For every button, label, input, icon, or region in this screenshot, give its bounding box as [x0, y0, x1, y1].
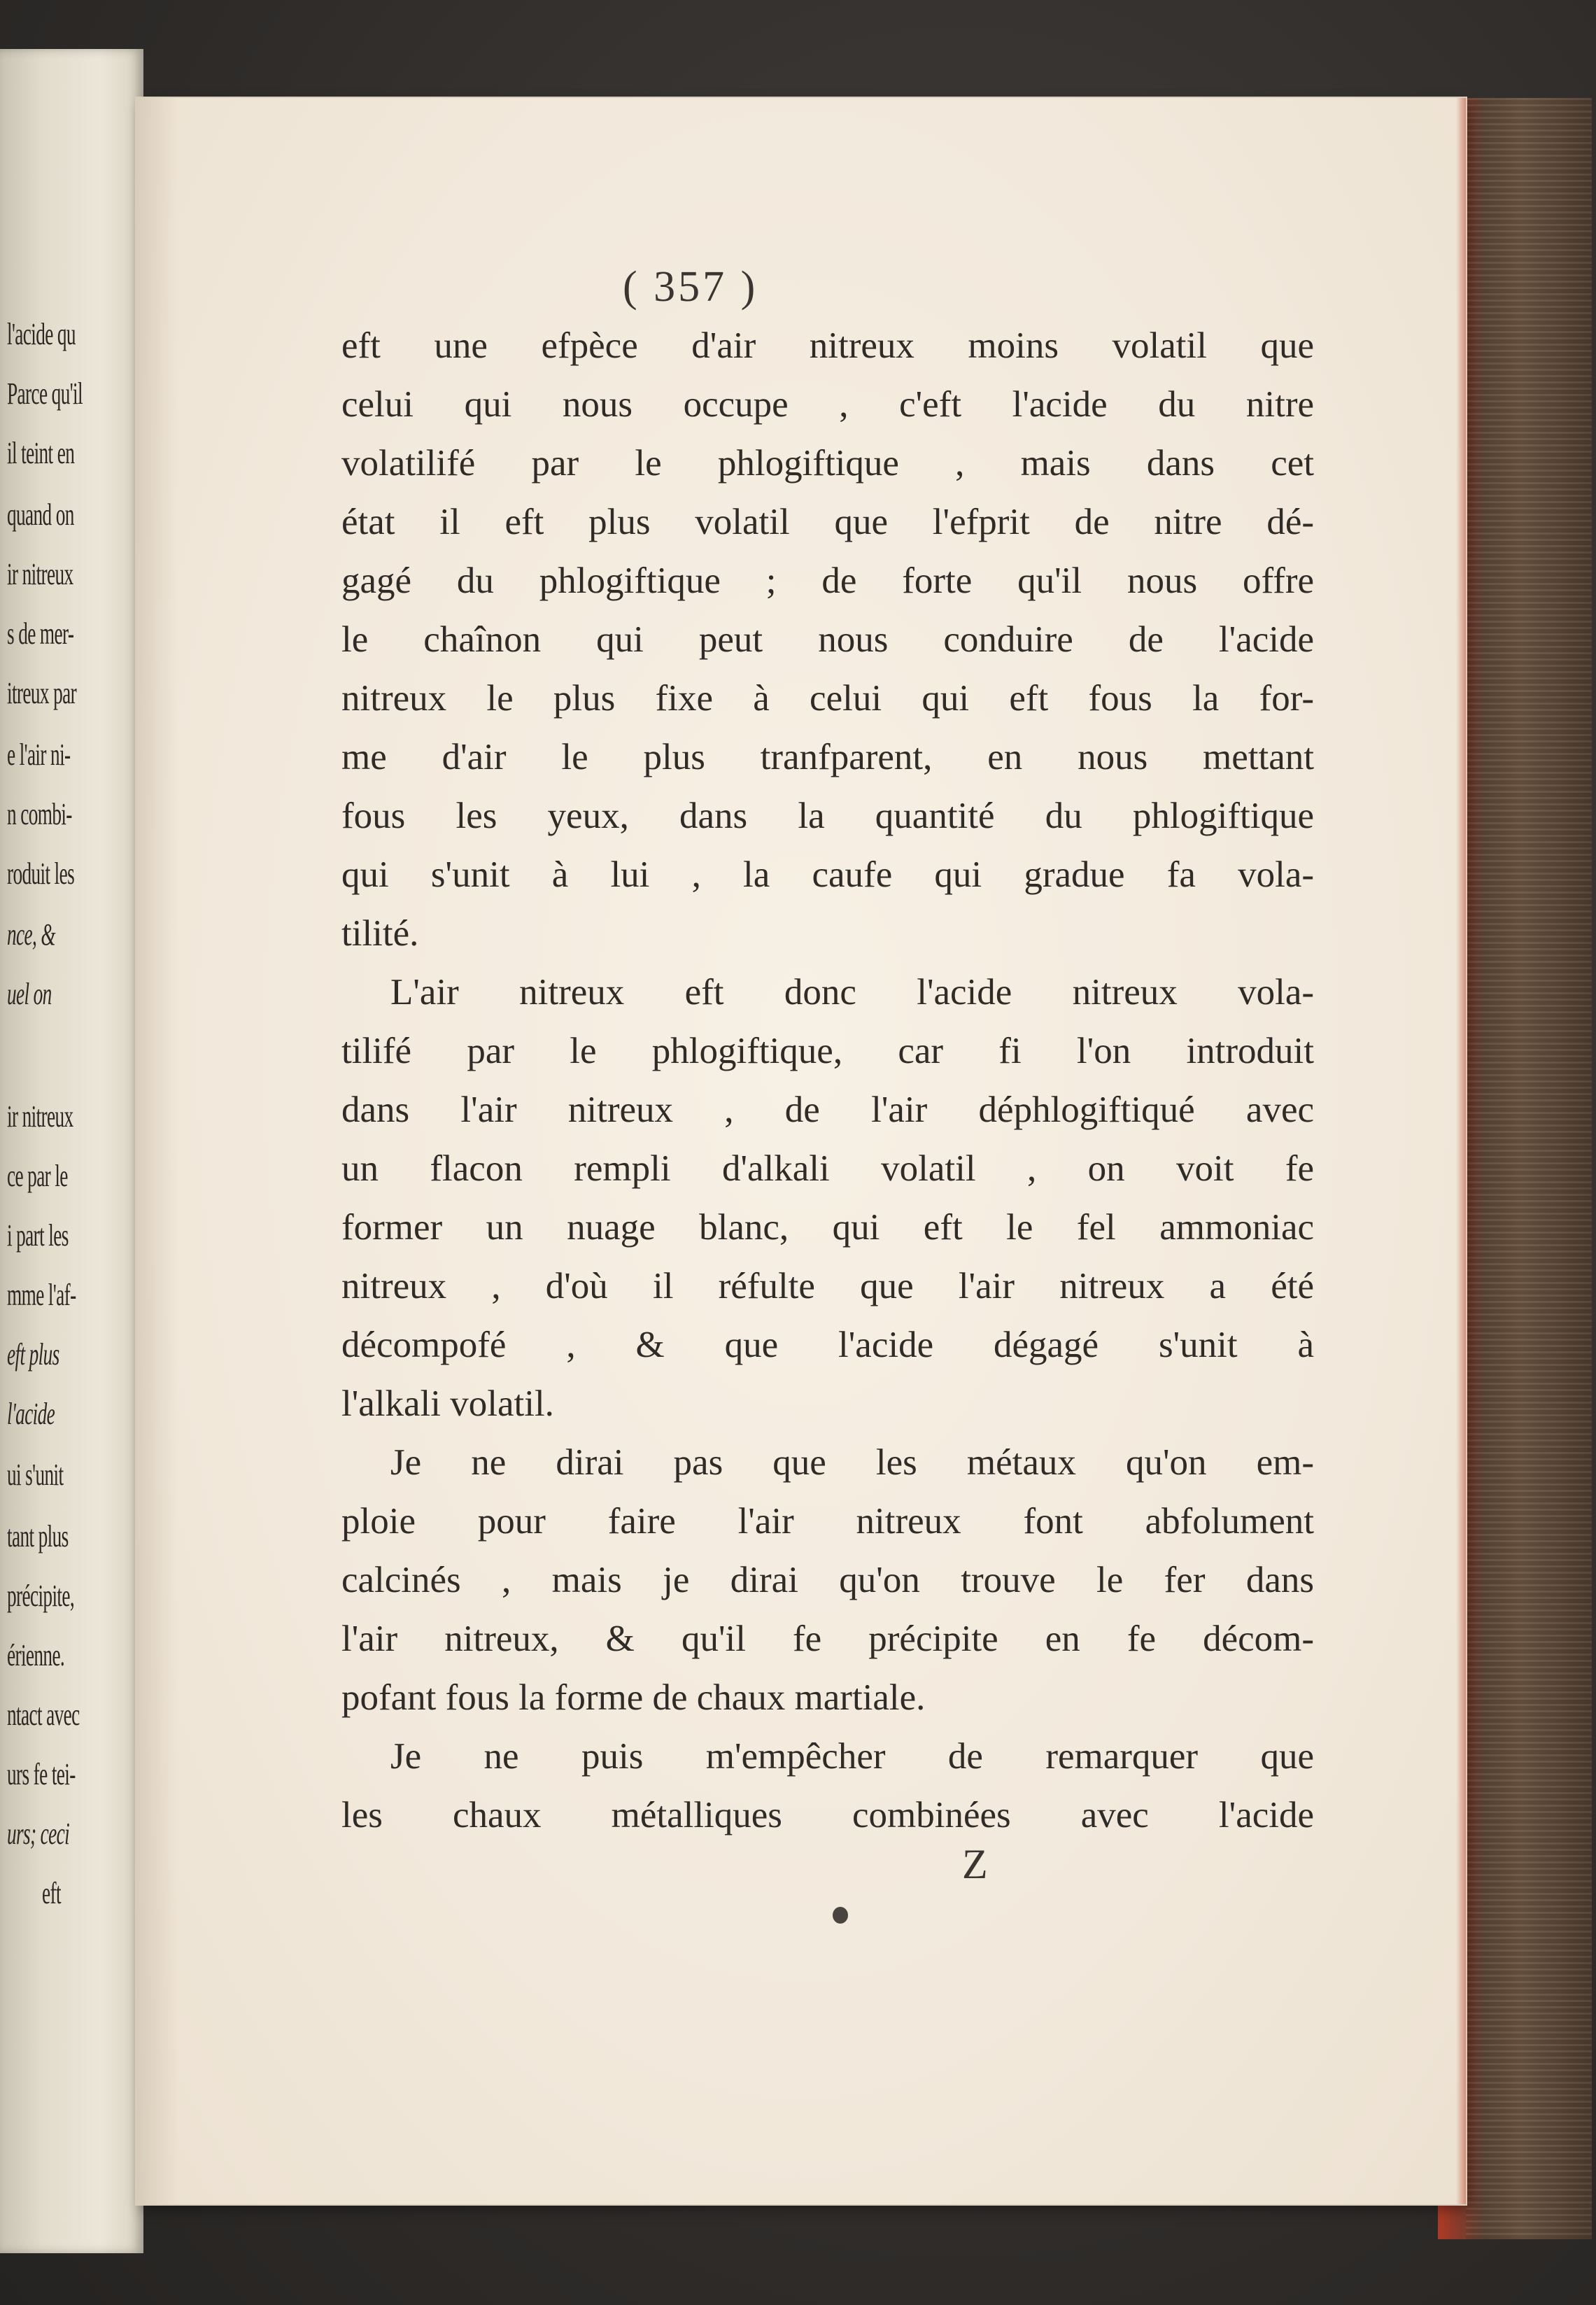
left-fragment: l'acide qu: [7, 317, 76, 351]
left-fragment: ir nitreux: [7, 557, 73, 591]
text-line: l'air nitreux, & qu'il fe précipite en fe décom-: [341, 1619, 1314, 1659]
left-fragment: ui s'unit: [7, 1458, 64, 1492]
left-fragment: ir nitreux: [7, 1099, 73, 1134]
ink-dot: [833, 1907, 848, 1924]
left-fragment: roduit les: [7, 857, 75, 891]
book-page: [136, 98, 1466, 2204]
left-fragment: e l'air ni-: [7, 738, 71, 772]
text-line: pofant fous la forme de chaux martiale.: [341, 1677, 926, 1718]
text-line: tilifé par le phlogiftique, car fi l'on introduit: [341, 1031, 1314, 1071]
left-fragment: Parce qu'il: [7, 376, 83, 411]
left-fragment: i part les: [7, 1218, 69, 1253]
left-fragment: n combi-: [7, 797, 72, 831]
left-fragment: urs fe tei-: [7, 1757, 76, 1791]
left-fragment: eft plus: [7, 1337, 59, 1372]
left-fragment: s de mer-: [7, 616, 74, 651]
left-fragment: urs; ceci: [7, 1817, 70, 1851]
signature-mark: Z: [962, 1841, 988, 1887]
text-line: nitreux le plus fixe à celui qui eft fous la for-: [341, 678, 1314, 719]
left-fragment: il teint en: [7, 436, 75, 470]
text-line: eft une efpèce d'air nitreux moins volatil que: [341, 325, 1314, 366]
text-line: les chaux métalliques combinées avec l'acide: [341, 1795, 1314, 1835]
text-line: Je ne dirai pas que les métaux qu'on em-: [390, 1442, 1314, 1483]
left-fragment: itreux par: [7, 676, 77, 710]
left-fragment: l'acide: [7, 1397, 55, 1431]
text-line: tilité.: [341, 913, 419, 954]
text-line: me d'air le plus tranfparent, en nous mettant: [341, 737, 1314, 777]
text-line: celui qui nous occupe , c'eft l'acide du nitre: [341, 384, 1314, 425]
left-fragment: ntact avec: [7, 1698, 80, 1732]
text-line: volatilifé par le phlogiftique , mais dans cet: [341, 443, 1314, 484]
page-body: [341, 316, 1314, 1845]
text-line: état il eft plus volatil que l'efprit de nitre dé-: [341, 502, 1314, 542]
left-fragment: ce par le: [7, 1159, 68, 1193]
text-line: dans l'air nitreux , de l'air déphlogiftiqué avec: [341, 1090, 1314, 1130]
left-fragment: érienne.: [7, 1638, 65, 1672]
text-line: qui s'unit à lui , la caufe qui gradue fa vola-: [341, 854, 1314, 895]
left-fragment: nce, &: [7, 917, 56, 952]
text-line: le chaînon qui peut nous conduire de l'acide: [341, 619, 1314, 660]
left-fragment: eft: [42, 1876, 61, 1910]
left-fragment: mme l'af-: [7, 1278, 76, 1312]
text-line: nitreux , d'où il réfulte que l'air nitreux a été: [341, 1266, 1314, 1306]
text-line: former un nuage blanc, qui eft le fel ammoniac: [341, 1207, 1314, 1248]
text-line: gagé du phlogiftique ; de forte qu'il nous offre: [341, 561, 1314, 601]
text-line: Je ne puis m'empêcher de remarquer que: [390, 1736, 1314, 1777]
left-fragment: quand on: [7, 498, 74, 532]
left-fragment: tant plus: [7, 1519, 69, 1553]
left-fragment: précipite,: [7, 1579, 75, 1613]
text-line: L'air nitreux eft donc l'acide nitreux vola-: [390, 972, 1314, 1013]
text-line: fous les yeux, dans la quantité du phlogiftique: [341, 796, 1314, 836]
page-number: ( 357 ): [623, 263, 758, 311]
text-line: décompofé , & que l'acide dégagé s'unit à: [341, 1325, 1314, 1365]
text-line: un flacon rempli d'alkali volatil , on voit fe: [341, 1148, 1314, 1189]
left-fragment: uel on: [7, 977, 52, 1011]
text-line: l'alkali volatil.: [341, 1383, 554, 1424]
facing-page-left: [0, 49, 143, 2253]
text-line: calcinés , mais je dirai qu'on trouve le fer dans: [341, 1560, 1314, 1600]
text-line: ploie pour faire l'air nitreux font abfolument: [341, 1501, 1314, 1542]
